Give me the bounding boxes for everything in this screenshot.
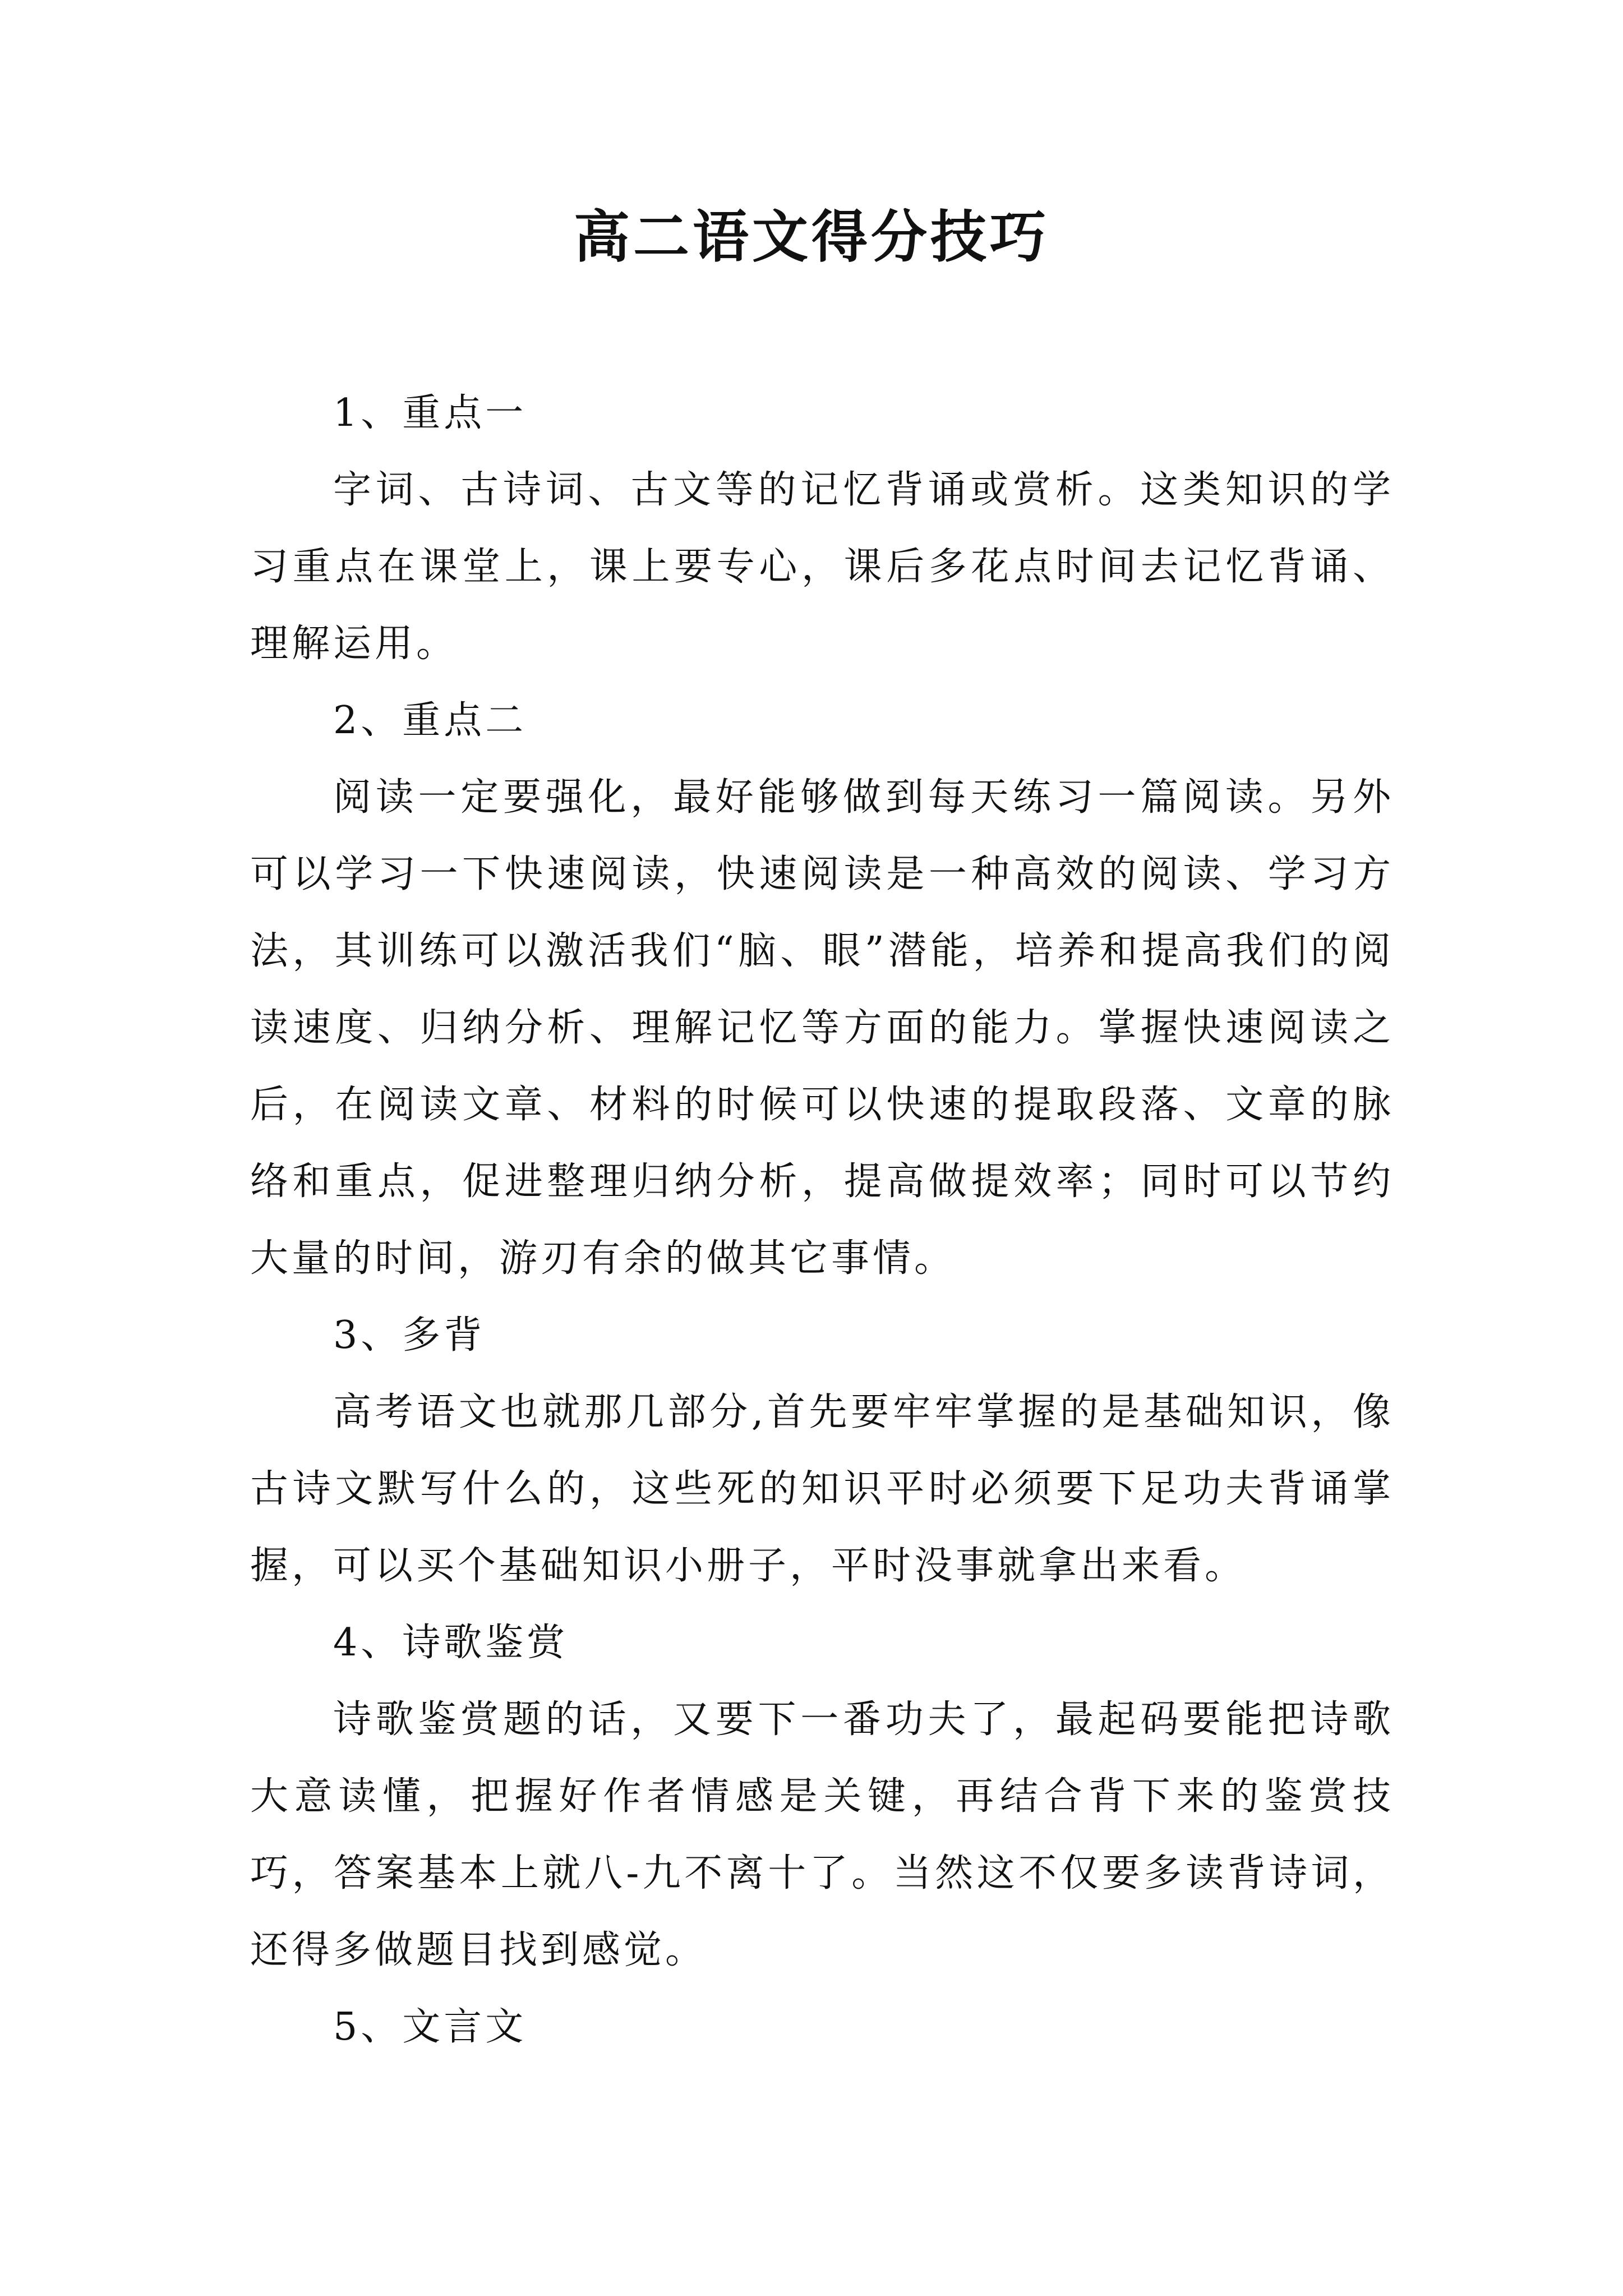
document-body <box>250 375 1394 2065</box>
section-paragraph: 阅读一定要强化，最好能够做到每天练习一篇阅读。另外可以学习一下快速阅读，快速阅读是一种高效的阅读、学习方法，其训练可以激活我们“脑、眼”潜能，培养和提高我们的阅读速度、归纳分析、理解记忆等方面的能力。掌握快速阅读之后，在阅读文章、材料的时候可以快速的提取段落、文章的脉络和重点，促进整理归纳分析，提高做提效率；同时可以节约大量的时间，游刃有余的做其它事情。 <box>250 775 1394 1281</box>
section-paragraph: 字词、古诗词、古文等的记忆背诵或赏析。这类知识的学习重点在课堂上，课上要专心，课后多花点时间去记忆背诵、理解运用。 <box>250 468 1394 666</box>
section-heading: 4、诗歌鉴赏 <box>333 1621 569 1665</box>
section-heading: 5、文言文 <box>333 2005 527 2049</box>
section-paragraph: 高考语文也就那几部分,首先要牢牢掌握的是基础知识，像古诗文默写什么的，这些死的知识平时必须要下足功夫背诵掌握，可以买个基础知识小册子，平时没事就拿出来看。 <box>250 1390 1394 1588</box>
section-heading: 3、多背 <box>333 1313 486 1358</box>
document-title: 高二语文得分技巧 <box>574 204 1049 270</box>
section-paragraph: 诗歌鉴赏题的话，又要下一番功夫了，最起码要能把诗歌大意读懂，把握好作者情感是关键，再结合背下来的鉴赏技巧，答案基本上就八-九不离十了。当然这不仅要多读背诗词，还得多做题目找到感觉。 <box>250 1697 1394 1972</box>
section-heading: 1、重点一 <box>333 391 527 435</box>
section-heading: 2、重点二 <box>333 698 527 743</box>
